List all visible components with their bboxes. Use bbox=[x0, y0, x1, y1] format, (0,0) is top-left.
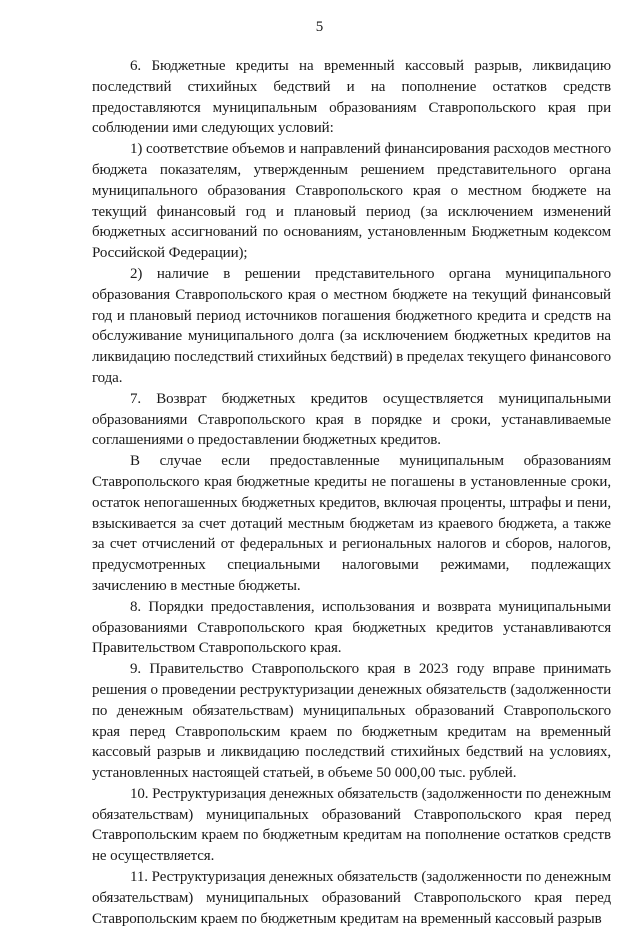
paragraph-10: 10. Реструктуризация денежных обязательств (задолженности по денежным обязательствам) муниципальных образований Ставропольского края перед Ставропольским краем по бюджетным кредитам на пополнение остатков средств не осуществляется. bbox=[92, 785, 611, 865]
document-body bbox=[92, 56, 611, 929]
paragraph-9: 9. Правительство Ставропольского края в 2023 году вправе принимать решения о проведении реструктуризации денежных обязательств (задолженности по денежным обязательствам) муниципальных образований Ставропольского края перед Ставропольским краем по бюджетным кредитам на временный кассовый разрыв и ликвидацию последствий стихийных бедствий на условиях, установленных настоящей статьей, в объеме 50 000,00 тыс. рублей. bbox=[92, 661, 611, 782]
paragraph-8: 8. Порядки предоставления, использования и возврата муниципальными образованиями Ставропольского края бюджетных кредитов устанавливаются Правительством Ставропольского края. bbox=[92, 598, 611, 657]
paragraph-6: 6. Бюджетные кредиты на временный кассовый разрыв, ликвидацию последствий стихийных бедствий и на пополнение остатков средств предоставляются муниципальным образованиям Ставропольского края при соблюдении ими следующих условий: bbox=[92, 58, 611, 137]
page-number: 5 bbox=[315, 19, 324, 35]
paragraph-7: 7. Возврат бюджетных кредитов осуществляется муниципальными образованиями Ставропольского края в порядке и сроки, устанавливаемые соглашениями о предоставлении бюджетных кредитов. bbox=[92, 390, 611, 449]
paragraph-11: 11. Реструктуризация денежных обязательств (задолженности по денежным обязательствам) муниципальных образований Ставропольского края перед Ставропольским краем по бюджетным кредитам на временный кассовый разрыв bbox=[92, 869, 611, 927]
paragraph-6-condition-2: 2) наличие в решении представительного органа муниципального образования Ставропольского края о местном бюджете на текущий финансовый год и плановый период источников погашения бюджетного кредита и средств на обслуживание муниципального долга (за исключением бюджетных кредитов на ликвидацию последствий стихийных бедствий) в пределах текущего финансового года. bbox=[92, 265, 611, 386]
paragraph-6-condition-1: 1) соответствие объемов и направлений финансирования расходов местного бюджета показателям, утвержденным решением представительного органа муниципального образования Ставропольского края о местном бюджете на текущий финансовый год и плановый период (за исключением изменений бюджетных ассигнований по основаниям, установленным Бюджетным кодексом Российской Федерации); bbox=[92, 141, 611, 262]
paragraph-7-default-case: В случае если предоставленные муниципальным образованиям Ставропольского края бюджетные кредиты не погашены в установленные сроки, остаток непогашенных бюджетных кредитов, включая проценты, штрафы и пени, взыскивается за счет дотаций местным бюджетам из краевого бюджета, а также за счет отчислений от федеральных и региональных налогов и сборов, налогов, предусмотренных специальными налоговыми режимами, подлежащих зачислению в местные бюджеты. bbox=[92, 453, 611, 594]
